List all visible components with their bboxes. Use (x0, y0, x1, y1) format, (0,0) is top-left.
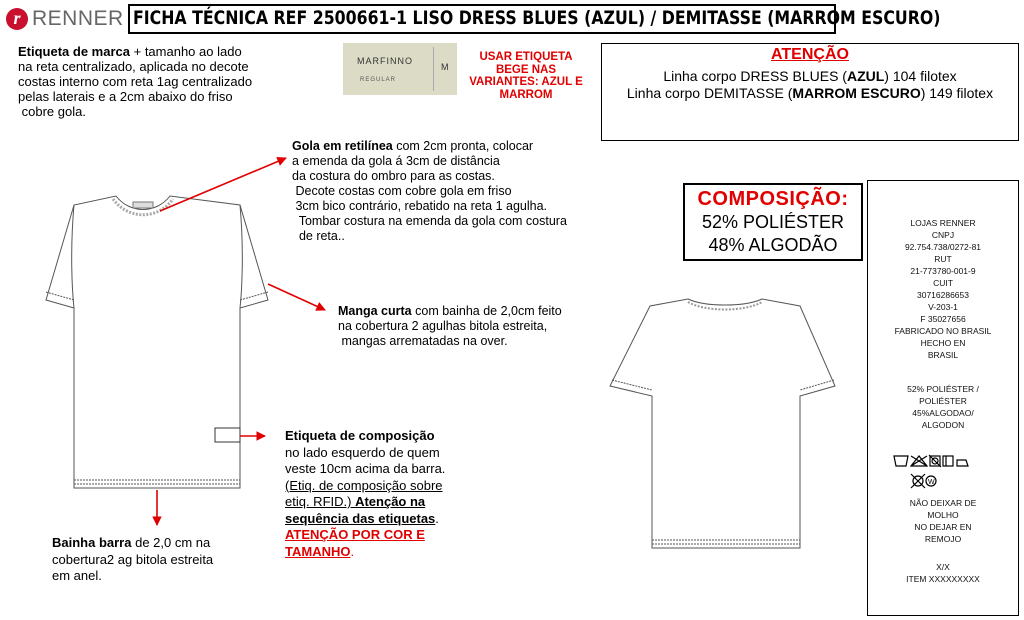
tshirt-front-drawing (46, 196, 268, 488)
page-title: FICHA TÉCNICA REF 2500661-1 LISO DRESS BLUES (AZUL) / DEMITASSE (MARROM ESCURO) (133, 7, 941, 29)
care-label-composition: 52% POLIÉSTER / POLIÉSTER 45%ALGODAO/ ALGODON (907, 384, 979, 430)
brand-size: M (441, 62, 449, 72)
atencao-box (601, 43, 1019, 141)
etiqueta-composicao-note: Etiqueta de composição no lado esquerdo de quem veste 10cm acima da barra. (Etiq. de composição sobre etiq. RFID.) Atenção na sequência das etiquetas. ATENÇÃO POR COR E TAMANHO. (285, 428, 446, 559)
care-label-warning: NÃO DEIXAR DE MOLHO NO DEJAR EN REMOJO (909, 498, 977, 544)
brand-tag-image (343, 43, 457, 95)
renner-logo-mark: r (6, 8, 28, 30)
care-label-footer: X/X ITEM XXXXXXXXX (906, 562, 980, 584)
atencao-line-marrom: Linha corpo DEMITASSE (MARROM ESCURO) 149 filotex (626, 85, 994, 101)
manga-note: Manga curta com bainha de 2,0cm feito na cobertura 2 agulhas bitola estreita, mangas arrematadas na over. (338, 304, 562, 348)
composicao-line-1: 52% POLIÉSTER (701, 212, 845, 232)
bainha-note: Bainha barra de 2,0 cm na cobertura2 ag bitola estreita em anel. (52, 535, 214, 583)
brand-sub: REGULAR (360, 77, 397, 83)
composicao-box (683, 183, 863, 261)
usar-etiqueta-note: USAR ETIQUETA BEGE NAS VARIANTES: AZUL E MARROM (469, 51, 583, 101)
care-label (867, 180, 1019, 616)
care-label-info: LOJAS RENNER CNPJ 92.754.738/0272-81 RUT 21-773780-001-9 CUIT 30716286653 V-203-1 F 35027656 FABRICADO NO BRASIL HECHO EN BRASIL (894, 218, 992, 360)
tshirt-back-drawing (610, 299, 835, 548)
atencao-title: ATENÇÃO (771, 46, 849, 63)
atencao-line-azul: Linha corpo DRESS BLUES (AZUL) 104 filotex (663, 68, 957, 84)
wetclean-w-icon: W (928, 479, 935, 486)
etiqueta-marca-note: Etiqueta de marca + tamanho ao lado na reta centralizado, aplicada no decote costas interno com reta 1ag centralizado pelas laterais e a 2cm abaixo do friso cobre gola. (18, 44, 253, 119)
composicao-line-2: 48% ALGODÃO (708, 235, 838, 255)
brand-name: MARFINNO (357, 56, 413, 66)
gola-note: Gola em retilínea com 2cm pronta, colocar a emenda da gola á 3cm de distância da costura do ombro para as costas. Decote costas com cobre gola em friso 3cm bico contrário, rebatido na reta 1 agulha. Tombar costura na emenda da gola com costura de reta.. (292, 139, 567, 243)
renner-logo-text: RENNER (32, 7, 124, 30)
composicao-title: COMPOSIÇÃO: (697, 188, 849, 210)
